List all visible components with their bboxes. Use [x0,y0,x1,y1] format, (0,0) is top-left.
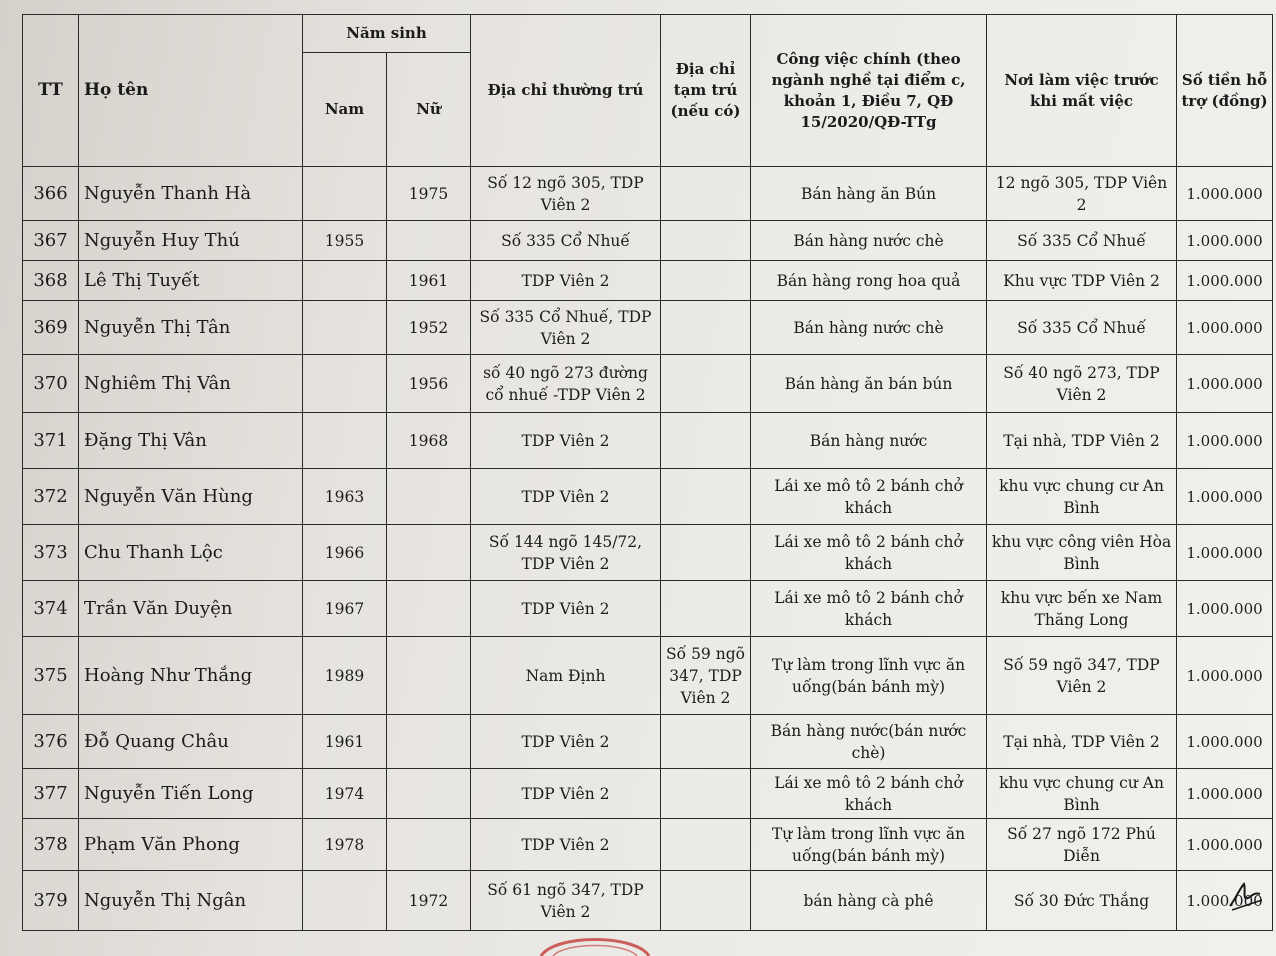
row-nam [303,301,387,355]
header-nu: Nữ [387,53,471,167]
red-stamp-mark [535,928,655,956]
row-tam-tru [661,819,751,871]
row-tt: 366 [23,167,79,221]
row-tam-tru [661,167,751,221]
row-nam [303,871,387,931]
row-noi-lam: khu vực công viên Hòa Bình [987,525,1177,581]
table-row [23,525,1273,581]
row-tt: 372 [23,469,79,525]
table-row [23,167,1273,221]
table-row [23,413,1273,469]
row-tt: 369 [23,301,79,355]
row-tien: 1.000.000 [1177,819,1273,871]
row-name: Nguyễn Văn Hùng [79,469,303,525]
row-cong-viec: bán hàng cà phê [751,871,987,931]
row-thuong-tru: TDP Viên 2 [471,261,661,301]
table-row [23,871,1273,931]
row-nam [303,261,387,301]
table-row [23,819,1273,871]
row-thuong-tru: Số 144 ngõ 145/72, TDP Viên 2 [471,525,661,581]
row-thuong-tru: Nam Định [471,637,661,715]
row-nu [387,769,471,819]
row-name: Trần Văn Duyện [79,581,303,637]
row-nam: 1967 [303,581,387,637]
row-thuong-tru: Số 61 ngõ 347, TDP Viên 2 [471,871,661,931]
row-tt: 377 [23,769,79,819]
row-thuong-tru: TDP Viên 2 [471,413,661,469]
row-nam: 1989 [303,637,387,715]
row-tam-tru [661,413,751,469]
row-tt: 370 [23,355,79,413]
row-tt: 378 [23,819,79,871]
row-nu [387,715,471,769]
row-nu: 1961 [387,261,471,301]
row-thuong-tru: Số 335 Cổ Nhuế, TDP Viên 2 [471,301,661,355]
row-noi-lam: Khu vực TDP Viên 2 [987,261,1177,301]
row-noi-lam: 12 ngõ 305, TDP Viên 2 [987,167,1177,221]
row-cong-viec: Tự làm trong lĩnh vực ăn uống(bán bánh mỳ) [751,819,987,871]
row-nam: 1961 [303,715,387,769]
table-row [23,301,1273,355]
row-noi-lam: Số 27 ngõ 172 Phú Diễn [987,819,1177,871]
row-cong-viec: Bán hàng nước [751,413,987,469]
row-nu [387,819,471,871]
header-dia-chi-thuong-tru: Địa chỉ thường trú [471,15,661,167]
row-tien: 1.000.000 [1177,715,1273,769]
row-noi-lam: Số 40 ngõ 273, TDP Viên 2 [987,355,1177,413]
row-nu: 1975 [387,167,471,221]
row-nu [387,221,471,261]
table-row [23,221,1273,261]
row-tt: 374 [23,581,79,637]
support-list-sheet [22,14,1272,919]
row-cong-viec: Tự làm trong lĩnh vực ăn uống(bán bánh mỳ) [751,637,987,715]
row-tt: 379 [23,871,79,931]
row-thuong-tru: TDP Viên 2 [471,581,661,637]
row-noi-lam: Tại nhà, TDP Viên 2 [987,413,1177,469]
row-cong-viec: Bán hàng ăn bán bún [751,355,987,413]
row-tam-tru [661,871,751,931]
row-tt: 367 [23,221,79,261]
row-tam-tru [661,525,751,581]
row-tam-tru [661,261,751,301]
row-tt: 373 [23,525,79,581]
header-cong-viec: Công việc chính (theo ngành nghề tại điểm c, khoản 1, Điều 7, QĐ 15/2020/QĐ-TTg [751,15,987,167]
header-tt: TT [23,15,79,167]
row-cong-viec: Bán hàng nước chè [751,221,987,261]
support-list-table [22,14,1273,931]
row-cong-viec: Lái xe mô tô 2 bánh chở khách [751,525,987,581]
row-tt: 368 [23,261,79,301]
row-tien: 1.000.000 [1177,637,1273,715]
table-row [23,637,1273,715]
row-tien: 1.000.000 [1177,221,1273,261]
header-noi-lam-viec: Nơi làm việc trước khi mất việc [987,15,1177,167]
row-tt: 371 [23,413,79,469]
row-tien: 1.000.000 [1177,301,1273,355]
row-tt: 376 [23,715,79,769]
row-nam [303,413,387,469]
row-name: Phạm Văn Phong [79,819,303,871]
table-row [23,469,1273,525]
row-thuong-tru: Số 12 ngõ 305, TDP Viên 2 [471,167,661,221]
row-noi-lam: khu vực chung cư An Bình [987,469,1177,525]
row-nu: 1956 [387,355,471,413]
signature-mark [1226,878,1266,914]
table-row [23,581,1273,637]
header-nam: Nam [303,53,387,167]
row-tam-tru [661,715,751,769]
row-cong-viec: Bán hàng nước(bán nước chè) [751,715,987,769]
row-name: Hoàng Như Thắng [79,637,303,715]
row-thuong-tru: TDP Viên 2 [471,715,661,769]
header-nam-sinh: Năm sinh [303,15,471,53]
row-name: Lê Thị Tuyết [79,261,303,301]
row-nam [303,355,387,413]
row-noi-lam: khu vực bến xe Nam Thăng Long [987,581,1177,637]
row-name: Nguyễn Huy Thú [79,221,303,261]
row-tien: 1.000.000 [1177,261,1273,301]
row-thuong-tru: TDP Viên 2 [471,769,661,819]
row-nam: 1963 [303,469,387,525]
row-nam [303,167,387,221]
row-thuong-tru: Số 335 Cổ Nhuế [471,221,661,261]
row-tien: 1.000.000 [1177,525,1273,581]
row-nam: 1978 [303,819,387,871]
row-name: Đỗ Quang Châu [79,715,303,769]
row-tam-tru: Số 59 ngõ 347, TDP Viên 2 [661,637,751,715]
row-nu: 1972 [387,871,471,931]
row-nam: 1974 [303,769,387,819]
row-tam-tru [661,769,751,819]
row-noi-lam: Tại nhà, TDP Viên 2 [987,715,1177,769]
row-nu [387,637,471,715]
row-name: Nghiêm Thị Vân [79,355,303,413]
header-dia-chi-tam-tru: Địa chỉ tạm trú (nếu có) [661,15,751,167]
header-so-tien: Số tiền hỗ trợ (đồng) [1177,15,1273,167]
row-tien: 1.000.000 [1177,167,1273,221]
row-cong-viec: Lái xe mô tô 2 bánh chở khách [751,469,987,525]
row-name: Nguyễn Thị Tân [79,301,303,355]
row-cong-viec: Lái xe mô tô 2 bánh chở khách [751,769,987,819]
row-noi-lam: Số 335 Cổ Nhuế [987,221,1177,261]
row-cong-viec: Lái xe mô tô 2 bánh chở khách [751,581,987,637]
row-tien: 1.000.000 [1177,469,1273,525]
row-nu [387,469,471,525]
row-nu: 1968 [387,413,471,469]
row-nam: 1955 [303,221,387,261]
row-name: Nguyễn Thanh Hà [79,167,303,221]
table-row [23,715,1273,769]
row-tam-tru [661,355,751,413]
row-tam-tru [661,469,751,525]
row-tien: 1.000.000 [1177,769,1273,819]
row-tam-tru [661,221,751,261]
row-thuong-tru: TDP Viên 2 [471,819,661,871]
row-tt: 375 [23,637,79,715]
row-cong-viec: Bán hàng ăn Bún [751,167,987,221]
header-ho-ten: Họ tên [79,15,303,167]
row-name: Đặng Thị Vân [79,413,303,469]
row-noi-lam: Số 30 Đức Thắng [987,871,1177,931]
row-tien: 1.000.000 [1177,413,1273,469]
row-tam-tru [661,581,751,637]
row-tam-tru [661,301,751,355]
row-name: Nguyễn Tiến Long [79,769,303,819]
row-nu [387,525,471,581]
row-thuong-tru: TDP Viên 2 [471,469,661,525]
row-cong-viec: Bán hàng nước chè [751,301,987,355]
row-noi-lam: Số 335 Cổ Nhuế [987,301,1177,355]
row-tien: 1.000.000 [1177,355,1273,413]
table-row [23,261,1273,301]
row-nu: 1952 [387,301,471,355]
row-thuong-tru: số 40 ngõ 273 đường cổ nhuế -TDP Viên 2 [471,355,661,413]
table-row [23,769,1273,819]
row-noi-lam: khu vực chung cư An Bình [987,769,1177,819]
row-tien: 1.000.000 [1177,871,1273,931]
row-cong-viec: Bán hàng rong hoa quả [751,261,987,301]
row-name: Chu Thanh Lộc [79,525,303,581]
row-nu [387,581,471,637]
row-noi-lam: Số 59 ngõ 347, TDP Viên 2 [987,637,1177,715]
row-name: Nguyễn Thị Ngân [79,871,303,931]
row-nam: 1966 [303,525,387,581]
table-row [23,355,1273,413]
row-tien: 1.000.000 [1177,581,1273,637]
